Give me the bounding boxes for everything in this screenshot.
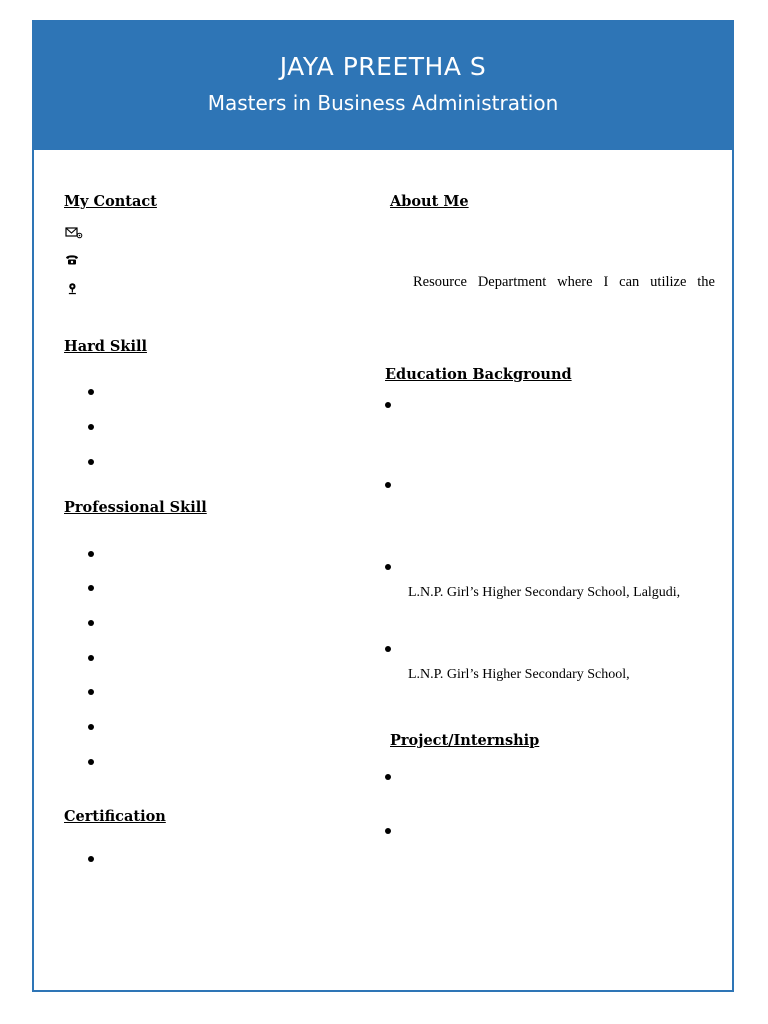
about-text: Resource Department where I can utilize the [413,274,715,290]
hard-skill-bullet [88,424,94,430]
education-bullet [385,564,391,570]
education-school: L.N.P. Girl’s Higher Secondary School, [408,667,630,682]
project-bullet [385,828,391,834]
professional-skill-bullet [88,585,94,591]
project-bullet [385,774,391,780]
education-bullet [385,482,391,488]
education-school: L.N.P. Girl’s Higher Secondary School, Lalgudi, [408,585,681,600]
hard-skill-bullet [88,459,94,465]
professional-skill-bullet [88,759,94,765]
professional-skill-heading: Professional Skill [64,499,207,516]
location-icon [66,282,84,296]
hard-skill-bullet [88,389,94,395]
professional-skill-bullet [88,620,94,626]
project-heading: Project/Internship [390,732,540,749]
hard-skill-heading: Hard Skill [64,338,147,355]
phone-icon [65,253,83,267]
about-heading: About Me [390,193,469,210]
professional-skill-bullet [88,724,94,730]
certification-bullet [88,856,94,862]
professional-skill-bullet [88,551,94,557]
professional-skill-bullet [88,655,94,661]
email-icon [65,226,83,240]
professional-skill-bullet [88,689,94,695]
header-banner [32,20,734,150]
education-bullet [385,646,391,652]
contact-heading: My Contact [64,193,157,210]
education-heading: Education Background [385,366,572,383]
certification-heading: Certification [64,808,166,825]
education-bullet [385,402,391,408]
candidate-degree: Masters in Business Administration [207,91,559,115]
candidate-name: JAYA PREETHA S [279,52,487,81]
